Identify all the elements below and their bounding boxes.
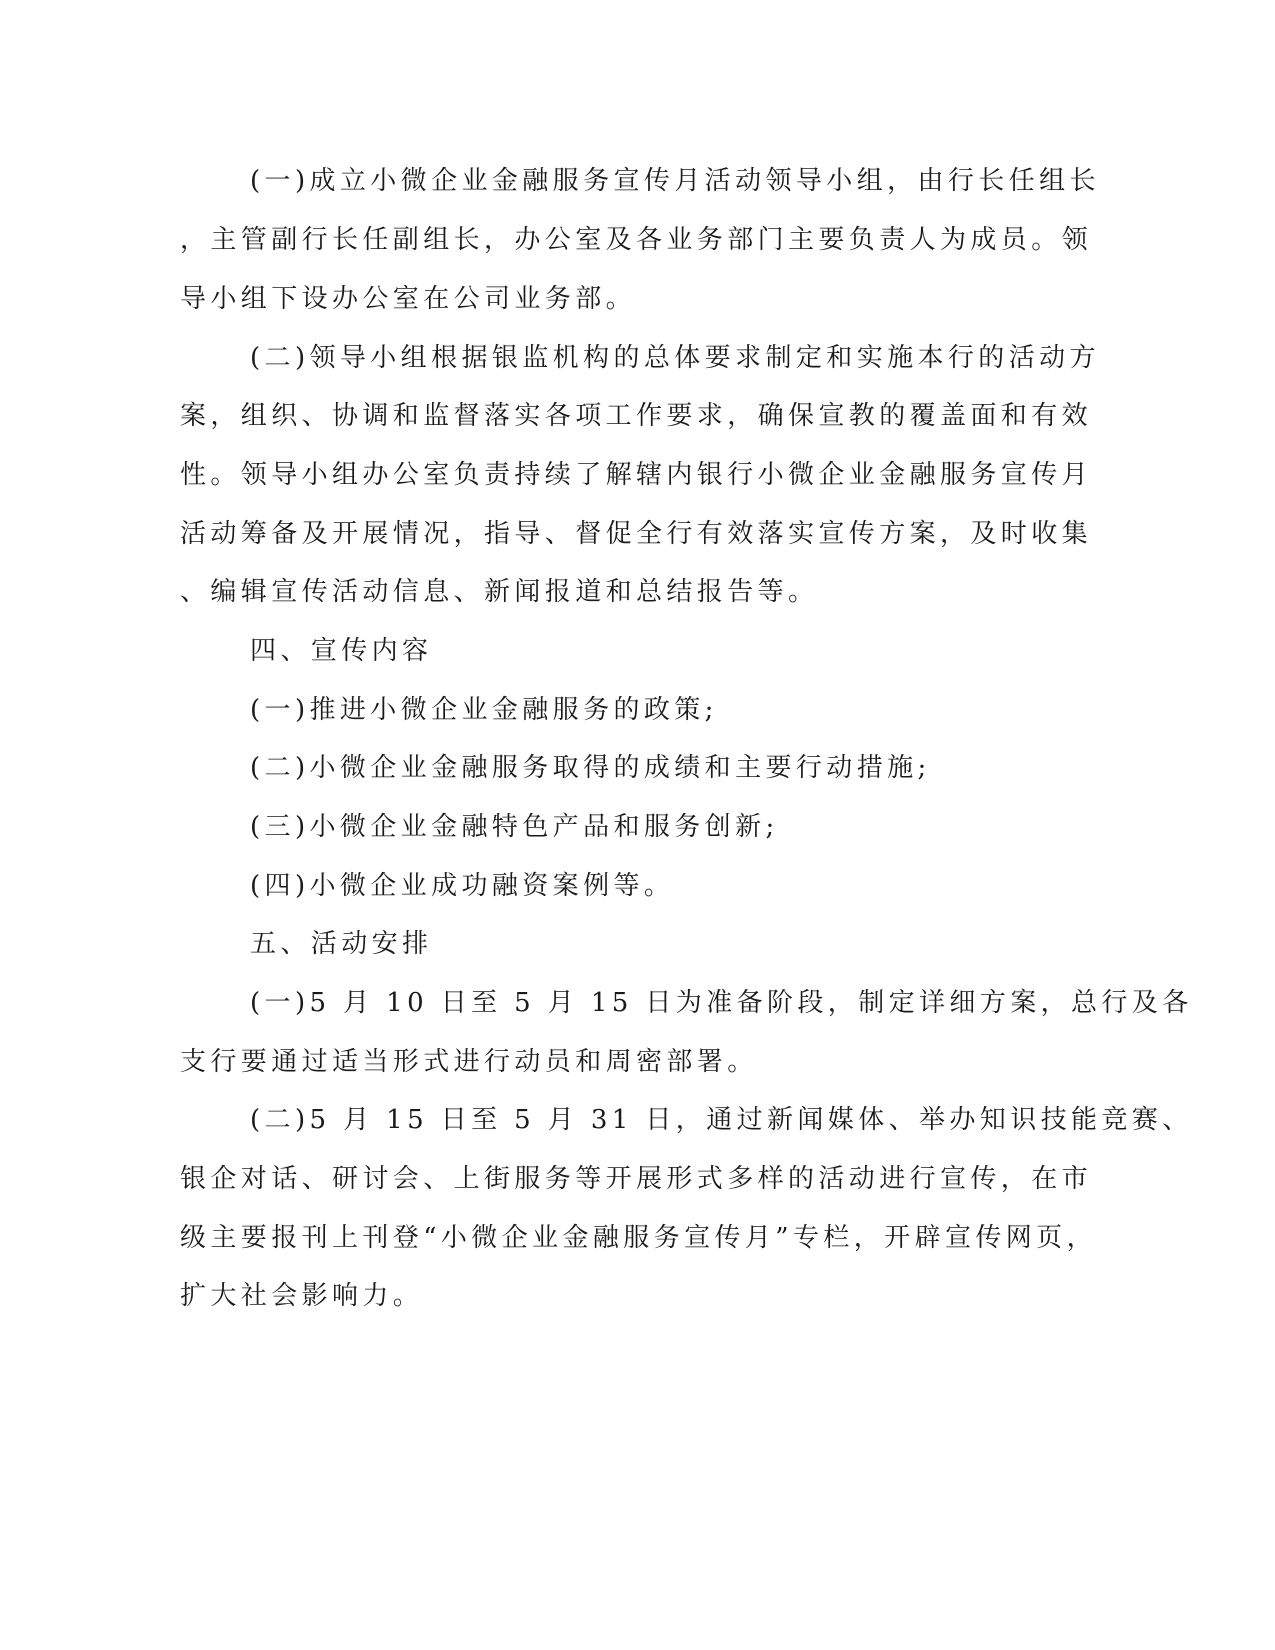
arrangement-2-line-2: 银企对话、研讨会、上街服务等开展形式多样的活动进行宣传，在市 [180,1164,1093,1194]
content-item-1: (一)推进小微企业金融服务的政策; [250,695,718,725]
paragraph-1-line-1: (一)成立小微企业金融服务宣传月活动领导小组，由行长任组长 [250,166,1100,196]
arrangement-1-line-1: (一)5 月 10 日至 5 月 15 日为准备阶段，制定详细方案，总行及各 [250,988,1193,1018]
arrangement-2-line-1: (二)5 月 15 日至 5 月 31 日，通过新闻媒体、举办知识技能竞赛、 [250,1105,1193,1135]
arrangement-2-line-4: 扩大社会影响力。 [180,1281,424,1311]
content-item-4: (四)小微企业成功融资案例等。 [250,871,675,901]
content-item-3: (三)小微企业金融特色产品和服务创新; [250,812,779,842]
section-heading-4: 四、宣传内容 [250,636,433,666]
section-heading-5: 五、活动安排 [250,929,433,959]
paragraph-1-line-3: 导小组下设办公室在公司业务部。 [180,284,637,314]
arrangement-2-line-3: 级主要报刊上刊登“小微企业金融服务宣传月”专栏，开辟宣传网页， [180,1223,1097,1253]
paragraph-1-line-2: ，主管副行长任副组长，办公室及各业务部门主要负责人为成员。领 [180,225,1093,255]
paragraph-2-line-4: 活动筹备及开展情况，指导、督促全行有效落实宣传方案，及时收集 [180,519,1093,549]
paragraph-2-line-5: 、编辑宣传活动信息、新闻报道和总结报告等。 [180,577,819,607]
paragraph-2-line-2: 案，组织、协调和监督落实各项工作要求，确保宣教的覆盖面和有效 [180,401,1093,431]
arrangement-1-line-2: 支行要通过适当形式进行动员和周密部署。 [180,1047,758,1077]
content-item-2: (二)小微企业金融服务取得的成绩和主要行动措施; [250,753,931,783]
paragraph-2-line-1: (二)领导小组根据银监机构的总体要求制定和实施本行的活动方 [250,343,1100,373]
paragraph-2-line-3: 性。领导小组办公室负责持续了解辖内银行小微企业金融服务宣传月 [180,460,1093,490]
